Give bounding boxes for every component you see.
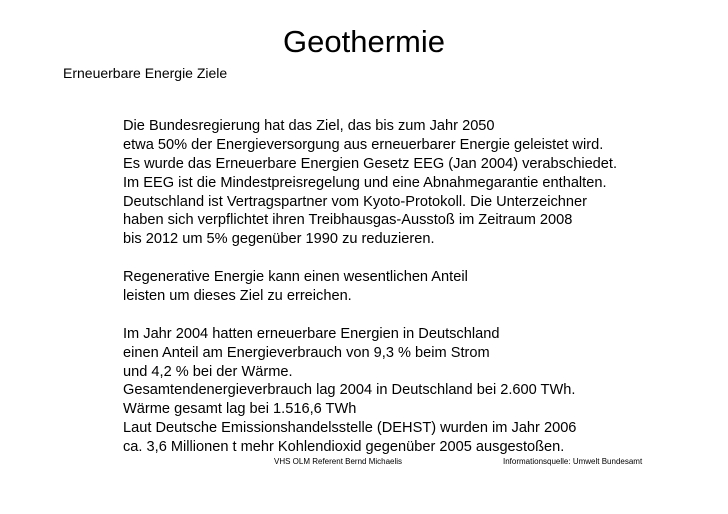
text-line: Es wurde das Erneuerbare Energien Gesetz EEG (Jan 2004) verabschiedet. (123, 155, 618, 172)
footer-author: VHS OLM Referent Bernd Michaelis (274, 457, 403, 466)
text-line: etwa 50% der Energieversorgung aus erneuerbarer Energie geleistet wird. (123, 136, 604, 153)
text-line: Die Bundesregierung hat das Ziel, das bis zum Jahr 2050 (123, 118, 495, 134)
text-line: Im Jahr 2004 hatten erneuerbare Energien in Deutschland (123, 325, 500, 342)
text-line: Laut Deutsche Emissionshandelsstelle (DEHST) wurden im Jahr 2006 (123, 420, 577, 437)
text-line: haben sich verpflichtet ihren Treibhausgas-Ausstoß im Zeitraum 2008 (123, 212, 573, 229)
footer-source: Informationsquelle: Umwelt Bundesamt (503, 457, 643, 466)
page-subtitle: Erneuerbare Energie Ziele (63, 65, 228, 81)
text-line: Gesamtendenergieverbrauch lag 2004 in Deutschland bei 2.600 TWh. (123, 382, 576, 399)
text-line: Deutschland ist Vertragspartner vom Kyoto-Protokoll. Die Unterzeichner (123, 193, 587, 210)
text-line: ca. 3,6 Millionen t mehr Kohlendioxid gegenüber 2005 ausgestoßen. (123, 439, 565, 456)
text-line: Regenerative Energie kann einen wesentlichen Anteil (123, 269, 468, 286)
paragraph-gap (123, 249, 617, 268)
text-line: Wärme gesamt lag bei 1.516,6 TWh (123, 401, 357, 418)
text-line: und 4,2 % bei der Wärme. (123, 363, 293, 380)
text-line: einen Anteil am Energieverbrauch von 9,3 % beim Strom (123, 344, 490, 361)
paragraph-gap (123, 306, 617, 325)
text-line: bis 2012 um 5% gegenüber 1990 zu reduzieren. (123, 231, 435, 248)
text-line: leisten um dieses Ziel zu erreichen. (123, 288, 352, 305)
page-title: Geothermie (283, 24, 445, 59)
body-text (123, 117, 617, 457)
text-line: Im EEG ist die Mindestpreisregelung und eine Abnahmegarantie enthalten. (123, 174, 607, 191)
